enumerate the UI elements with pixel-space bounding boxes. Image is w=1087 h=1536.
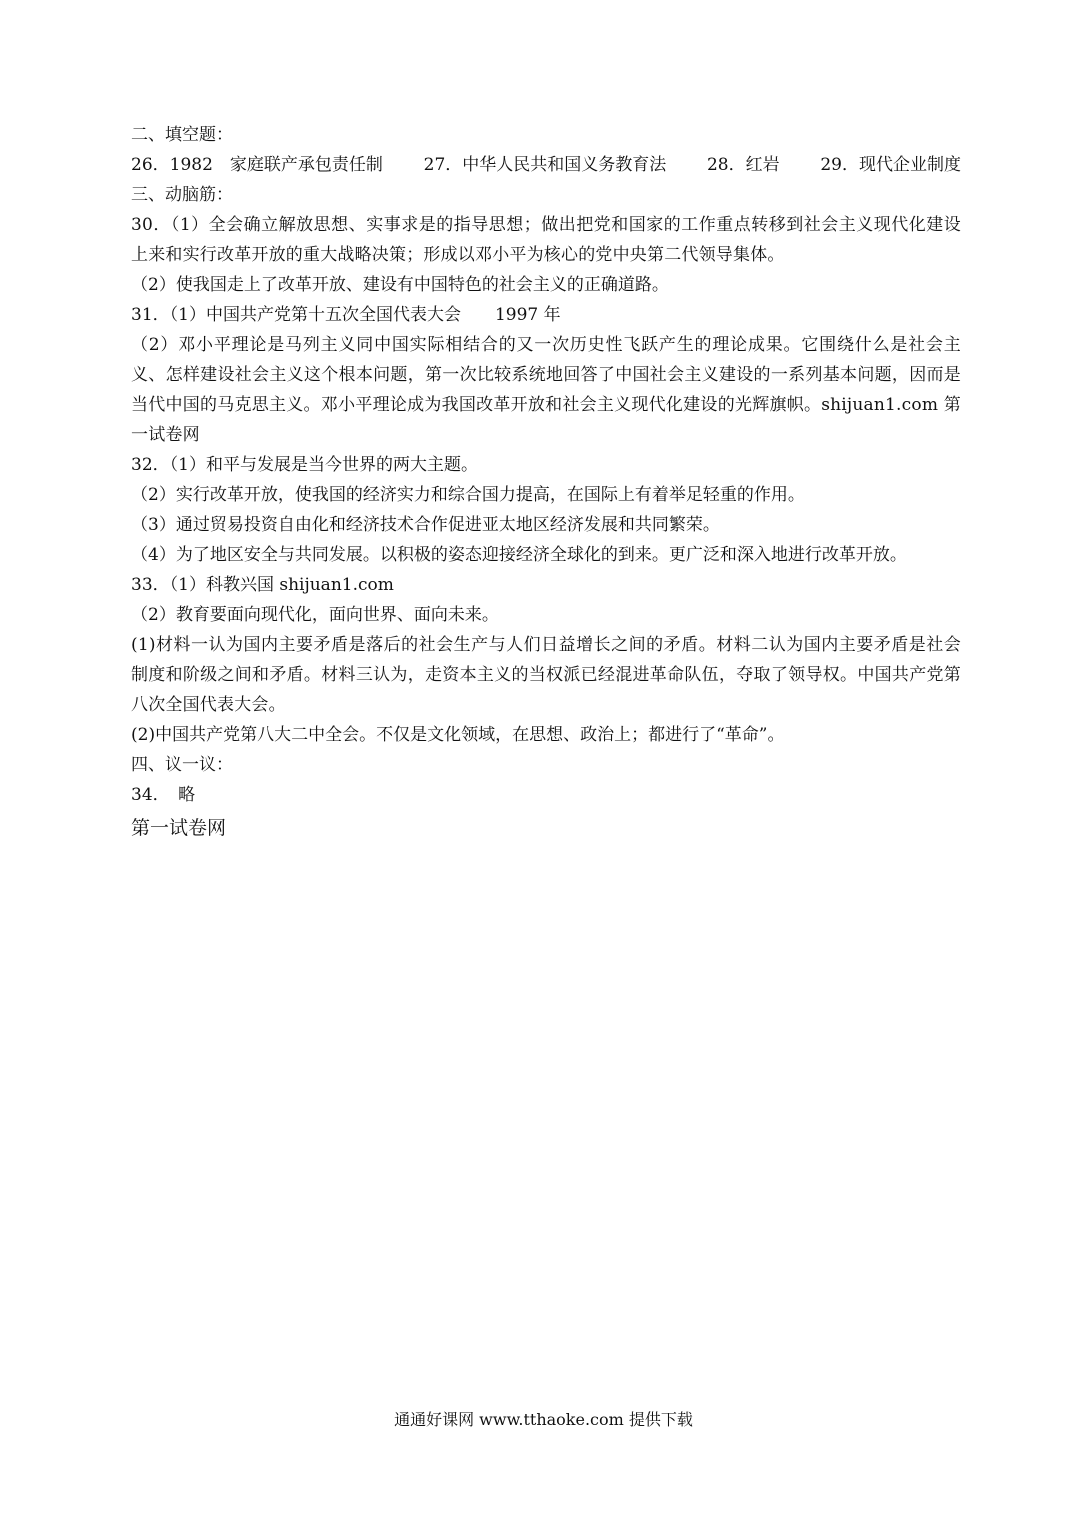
watermark-text: 第一试卷网: [131, 817, 227, 839]
answer-31-2: （2）邓小平理论是马列主义同中国实际相结合的又一次历史性飞跃产生的理论成果。它围绕什么是社会主义、怎样建设社会主义这个根本问题，第一次比较系统地回答了中国社会主义建设的一系列基本问题，因而是当代中国的马克思主义。邓小平理论成为我国改革开放和社会主义现代化建设的光辉旗帜。shijuan1.com 第一试卷网: [131, 335, 961, 445]
answer-27: 27．中华人民共和国义务教育法: [423, 155, 667, 175]
answer-paragraph-2: (2)中国共产党第八大二中全会。不仅是文化领域，在思想、政治上；都进行了“革命”。: [131, 725, 785, 745]
answer-content: [131, 120, 961, 844]
section-title-fill-in: 二、填空题：: [131, 125, 233, 145]
answer-26: 26．1982 家庭联产承包责任制: [131, 155, 383, 175]
answer-32-2: （2）实行改革开放，使我国的经济实力和综合国力提高，在国际上有着举足轻重的作用。: [131, 485, 805, 505]
answer-33-2: （2）教育要面向现代化，面向世界、面向未来。: [131, 605, 499, 625]
answer-31-1: 31．（1）中国共产党第十五次全国代表大会 1997 年: [131, 305, 561, 325]
footer-source: 通通好课网 www.tthaoke.com 提供下载: [394, 1410, 693, 1429]
section-title-discuss: 四、议一议：: [131, 755, 233, 775]
section-title-think: 三、动脑筋：: [131, 185, 233, 205]
answer-32-4: （4）为了地区安全与共同发展。以积极的姿态迎接经济全球化的到来。更广泛和深入地进行改革开放。: [131, 545, 907, 565]
answer-33-1: 33．（1）科教兴国 shijuan1.com: [131, 575, 394, 595]
answer-28: 28．红岩: [706, 155, 780, 175]
answer-paragraph-1: (1)材料一认为国内主要矛盾是落后的社会生产与人们日益增长之间的矛盾。材料二认为国内主要矛盾是社会制度和阶级之间和矛盾。材料三认为，走资本主义的当权派已经混进革命队伍，夺取了领导权。中国共产党第八次全国代表大会。: [131, 635, 961, 715]
answer-30-2: （2）使我国走上了改革开放、建设有中国特色的社会主义的正确道路。: [131, 275, 669, 295]
answer-34: 34． 略: [131, 785, 196, 805]
answer-26-29: [131, 150, 961, 180]
answer-29: 29．现代企业制度: [820, 155, 961, 175]
answer-32-3: （3）通过贸易投资自由化和经济技术合作促进亚太地区经济发展和共同繁荣。: [131, 515, 720, 535]
answer-32-1: 32．（1）和平与发展是当今世界的两大主题。: [131, 455, 478, 475]
answer-30-1: 30．（1）全会确立解放思想、实事求是的指导思想；做出把党和国家的工作重点转移到社会主义现代化建设上来和实行改革开放的重大战略决策；形成以邓小平为核心的党中央第二代领导集体。: [131, 215, 961, 265]
